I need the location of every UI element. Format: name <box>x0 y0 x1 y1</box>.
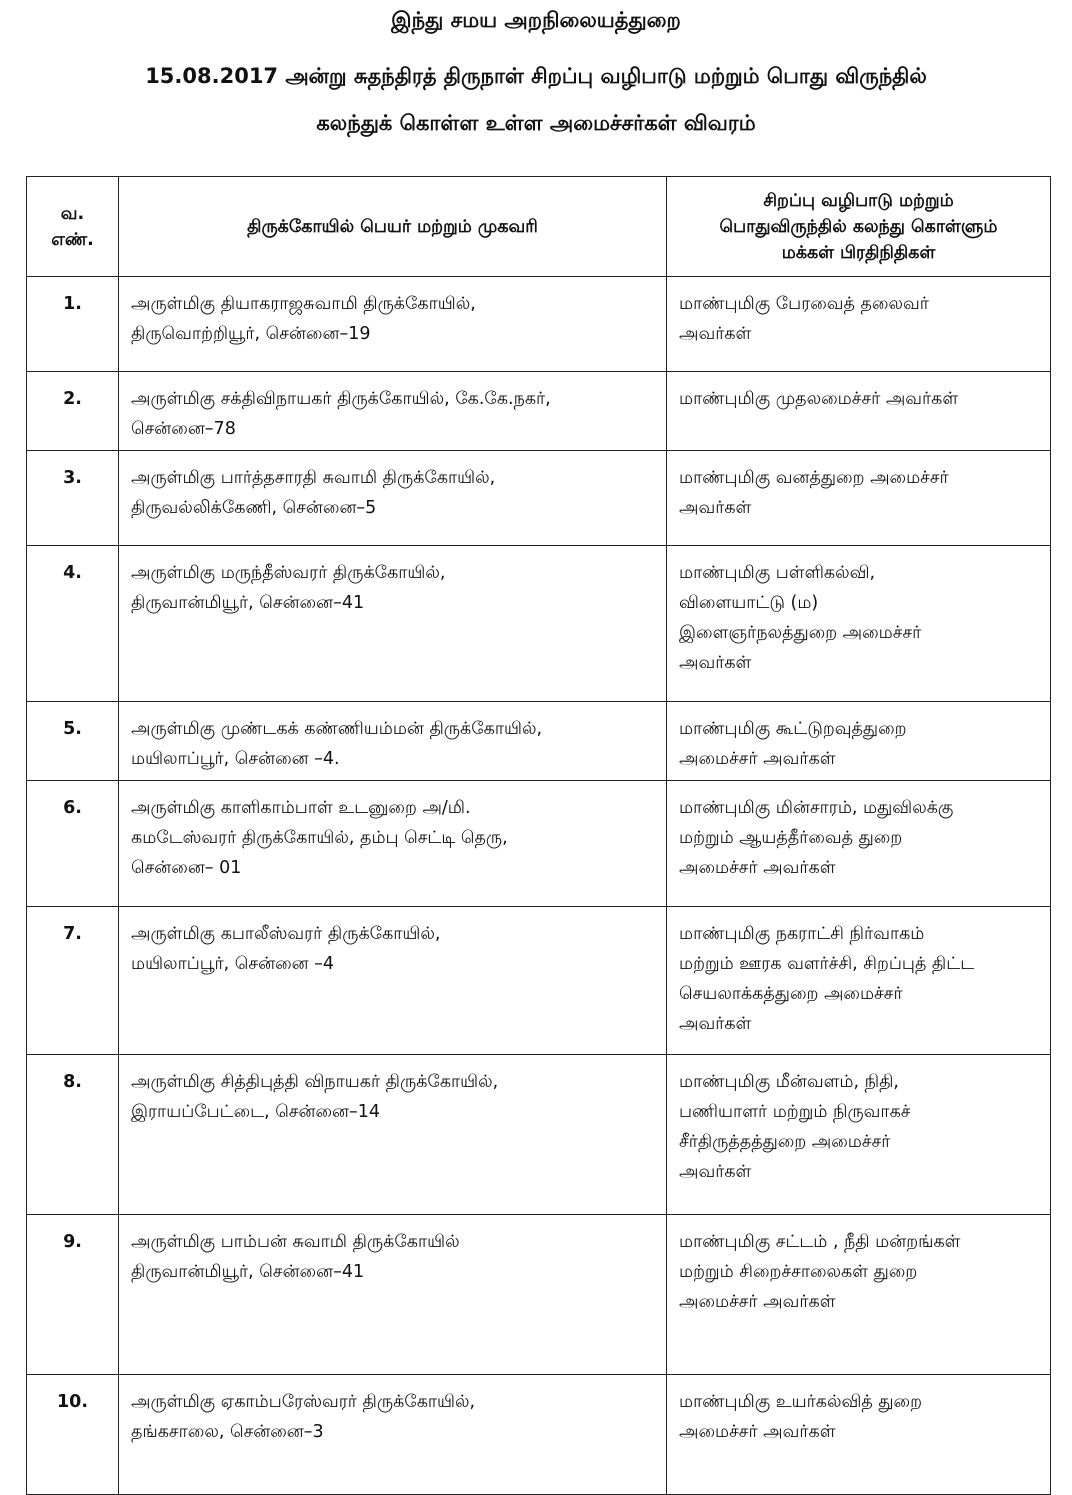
table-row <box>27 702 1051 781</box>
row-serial-number: 9. <box>27 1215 119 1375</box>
representative-name-line: மாண்புமிகு நகராட்சி நிர்வாகம் <box>679 924 925 944</box>
temple-name-address-line: இராயப்பேட்டை, சென்னை–14 <box>131 1102 381 1122</box>
representative-name-line: அவர்கள் <box>679 653 752 673</box>
header-representative <box>667 177 1051 277</box>
table-row <box>27 546 1051 702</box>
representative-name <box>667 781 1051 907</box>
temple-name-address <box>119 277 667 372</box>
temple-name-address-line: திருவொற்றியூர், சென்னை–19 <box>131 324 371 344</box>
table-row <box>27 451 1051 546</box>
table-row <box>27 781 1051 907</box>
representative-name-line: மாண்புமிகு பேரவைத் தலைவர் <box>679 294 929 314</box>
representative-name <box>667 702 1051 781</box>
representative-name <box>667 546 1051 702</box>
temple-name-address-line: அருள்மிகு மருந்தீஸ்வரர் திருக்கோயில், <box>131 563 446 583</box>
header-text: திருக்கோயில் பெயர் மற்றும் முகவரி <box>247 216 538 237</box>
temple-name-address <box>119 372 667 451</box>
representative-name-line: மாண்புமிகு சட்டம் , நீதி மன்றங்கள் <box>679 1232 961 1252</box>
temple-name-address-line: சென்னை–78 <box>131 419 236 439</box>
row-serial-number: 4. <box>27 546 119 702</box>
representative-name-line: மற்றும் ஆயத்தீர்வைத் துறை <box>679 828 903 848</box>
representative-name-line: அவர்கள் <box>679 324 752 344</box>
temple-name-address-line: அருள்மிகு பாம்பன் சுவாமி திருக்கோயில் <box>131 1232 460 1252</box>
temple-name-address-line: மயிலாப்பூர், சென்னை –4. <box>131 749 340 769</box>
table-row <box>27 907 1051 1055</box>
temple-name-address-line: திருவல்லிக்கேணி, சென்னை–5 <box>131 498 377 518</box>
row-serial-number: 8. <box>27 1055 119 1215</box>
table-header-row <box>27 177 1051 277</box>
row-serial-number: 3. <box>27 451 119 546</box>
header-text: எண். <box>51 229 94 250</box>
temple-name-address-line: அருள்மிகு முண்டகக் கண்ணியம்மன் திருக்கோயில், <box>131 719 543 739</box>
representative-name-line: அமைச்சர் அவர்கள் <box>679 749 836 769</box>
table-row <box>27 372 1051 451</box>
document-subtitle: 15.08.2017 அன்று சுதந்திரத் திருநாள் சிறப்பு வழிபாடு மற்றும் பொது விருந்தில் <box>145 64 927 88</box>
representative-name-line: மாண்புமிகு முதலமைச்சர் அவர்கள் <box>679 389 959 409</box>
representative-name-line: அவர்கள் <box>679 498 752 518</box>
temple-name-address-line: அருள்மிகு கபாலீஸ்வரர் திருக்கோயில், <box>131 924 441 944</box>
header-text: மக்கள் பிரதிநிதிகள் <box>781 242 936 263</box>
representative-name-line: மாண்புமிகு மீன்வளம், நிதி, <box>679 1072 899 1092</box>
representative-name <box>667 1375 1051 1495</box>
header-text: பொதுவிருந்தில் கலந்து கொள்ளும் <box>719 216 998 237</box>
representative-name-line: மாண்புமிகு கூட்டுறவுத்துறை <box>679 719 907 739</box>
representative-name <box>667 277 1051 372</box>
representative-name-line: அமைச்சர் அவர்கள் <box>679 1292 836 1312</box>
temple-name-address <box>119 451 667 546</box>
representative-name-line: மாண்புமிகு பள்ளிகல்வி, <box>679 563 876 583</box>
temple-name-address-line: அருள்மிகு ஏகாம்பரேஸ்வரர் திருக்கோயில், <box>131 1392 476 1412</box>
header-text: சிறப்பு வழிபாடு மற்றும் <box>763 190 954 211</box>
table-row <box>27 1055 1051 1215</box>
row-serial-number: 2. <box>27 372 119 451</box>
header-temple <box>119 177 667 277</box>
representative-name-line: மாண்புமிகு மின்சாரம், மதுவிலக்கு <box>679 798 954 818</box>
temple-name-address-line: மயிலாப்பூர், சென்னை –4 <box>131 954 335 974</box>
representative-name-line: மாண்புமிகு வனத்துறை அமைச்சர் <box>679 468 949 488</box>
representative-name-line: அமைச்சர் அவர்கள் <box>679 1422 836 1442</box>
document-subtitle-line2: கலந்துக் கொள்ள உள்ள அமைச்சர்கள் விவரம் <box>316 111 756 135</box>
representative-name-line: பணியாளர் மற்றும் நிருவாகச் <box>679 1102 911 1122</box>
row-serial-number: 10. <box>27 1375 119 1495</box>
representative-name-line: சீர்திருத்தத்துறை அமைச்சர் <box>679 1132 891 1152</box>
table-row <box>27 277 1051 372</box>
representative-name-line: அமைச்சர் அவர்கள் <box>679 858 836 878</box>
representative-name <box>667 907 1051 1055</box>
temple-name-address <box>119 1055 667 1215</box>
representative-name <box>667 1215 1051 1375</box>
temple-name-address-line: திருவான்மியூர், சென்னை–41 <box>131 1262 365 1282</box>
row-serial-number: 7. <box>27 907 119 1055</box>
representative-name <box>667 451 1051 546</box>
temple-name-address <box>119 702 667 781</box>
temple-name-address <box>119 1375 667 1495</box>
temple-name-address <box>119 546 667 702</box>
representative-name-line: விளையாட்டு (ம) <box>679 593 819 613</box>
temple-name-address <box>119 1215 667 1375</box>
table-row <box>27 1375 1051 1495</box>
ministers-table <box>26 176 1051 1495</box>
representative-name-line: செயலாக்கத்துறை அமைச்சர் <box>679 984 903 1004</box>
temple-name-address-line: அருள்மிகு தியாகராஜசுவாமி திருக்கோயில், <box>131 294 476 314</box>
representative-name-line: மற்றும் சிறைச்சாலைகள் துறை <box>679 1262 918 1282</box>
row-serial-number: 6. <box>27 781 119 907</box>
temple-name-address <box>119 781 667 907</box>
representative-name-line: இளைஞர்நலத்துறை அமைச்சர் <box>679 623 922 643</box>
temple-name-address-line: சென்னை– 01 <box>131 858 242 878</box>
header-text: வ. <box>60 203 85 224</box>
table-body <box>27 277 1051 1495</box>
representative-name-line: மாண்புமிகு உயர்கல்வித் துறை <box>679 1392 923 1412</box>
representative-name-line: மற்றும் ஊரக வளர்ச்சி, சிறப்புத் திட்ட <box>679 954 975 974</box>
temple-name-address-line: தங்கசாலை, சென்னை–3 <box>131 1422 324 1442</box>
temple-name-address-line: கமடேஸ்வரர் திருக்கோயில், தம்பு செட்டி தெரு, <box>131 828 508 848</box>
representative-name-line: அவர்கள் <box>679 1014 752 1034</box>
temple-name-address <box>119 907 667 1055</box>
representative-name <box>667 1055 1051 1215</box>
row-serial-number: 1. <box>27 277 119 372</box>
temple-name-address-line: அருள்மிகு சக்திவிநாயகர் திருக்கோயில், கே.கே.நகர், <box>131 389 551 409</box>
document-title: இந்து சமய அறநிலையத்துறை <box>391 8 681 32</box>
temple-name-address-line: அருள்மிகு காளிகாம்பாள் உடனுறை அ/மி. <box>131 798 471 818</box>
row-serial-number: 5. <box>27 702 119 781</box>
temple-name-address-line: அருள்மிகு பார்த்தசாரதி சுவாமி திருக்கோயில், <box>131 468 496 488</box>
temple-name-address-line: திருவான்மியூர், சென்னை–41 <box>131 593 365 613</box>
table-row <box>27 1215 1051 1375</box>
representative-name-line: அவர்கள் <box>679 1162 752 1182</box>
representative-name <box>667 372 1051 451</box>
header-sno <box>27 177 119 277</box>
temple-name-address-line: அருள்மிகு சித்திபுத்தி விநாயகர் திருக்கோயில், <box>131 1072 499 1092</box>
